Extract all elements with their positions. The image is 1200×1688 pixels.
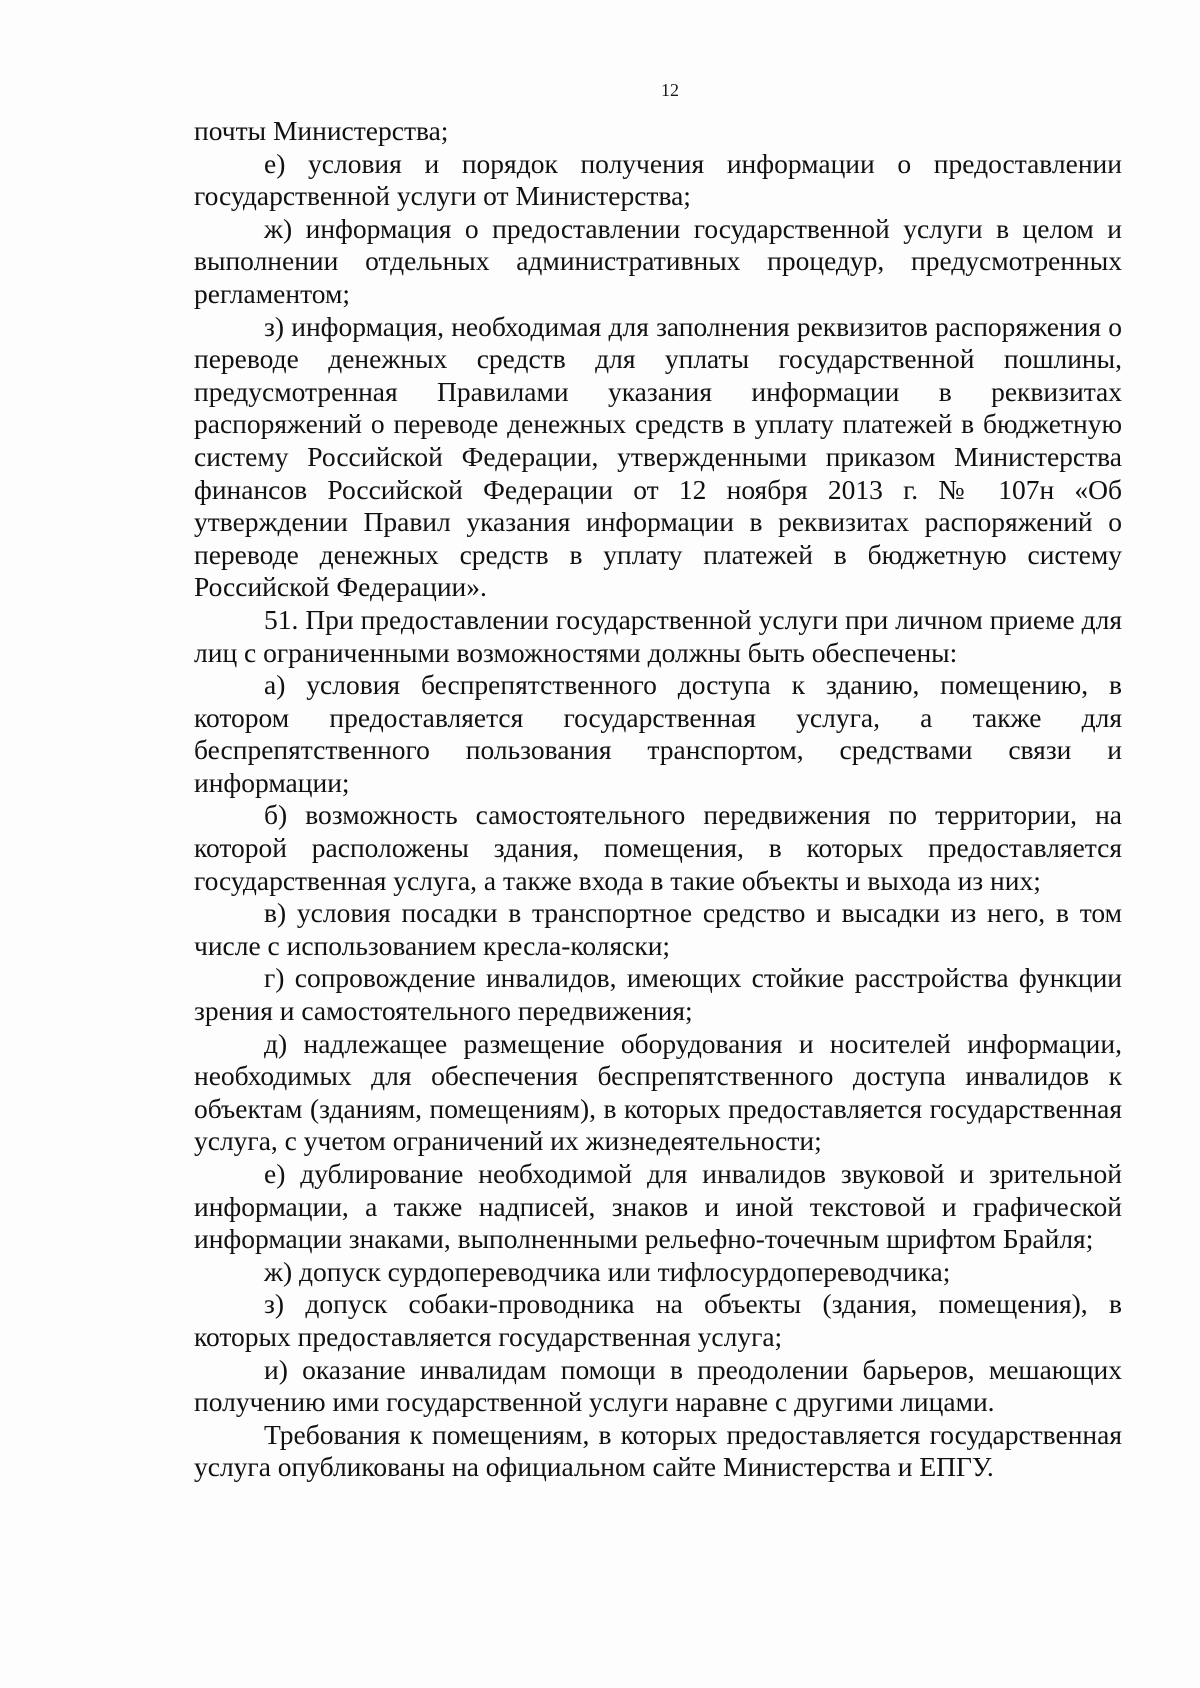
paragraph-item-a-access: а) условия беспрепятственного доступа к зданию, помещению, в котором предоставляется государственная услуга, а также для беспрепятственного пользования транспортом, средствами связи и информации; xyxy=(194,669,1122,798)
paragraph-continuation: почты Министерства; xyxy=(194,115,449,146)
paragraph-item-i-assistance: и) оказание инвалидам помощи в преодолении барьеров, мешающих получению ими государственной услуги наравне с другими лицами. xyxy=(194,1353,1122,1418)
paragraph-item-v-transport: в) условия посадки в транспортное средство и высадки из него, в том числе с использованием кресла-коляски; xyxy=(194,897,1122,961)
paragraph-item-zh-interpreter: ж) допуск сурдопереводчика или тифлосурдопереводчика; xyxy=(264,1255,951,1287)
paragraph-item-e-info-procedure: е) условия и порядок получения информации о предоставлении государственной услуги от Министерства; xyxy=(194,147,1122,212)
paragraph-premises-requirements: Требования к помещениям, в которых предоставляется государственная услуга опубликованы на официальном сайте Министерства и ЕПГУ. xyxy=(194,1418,1122,1483)
paragraph-item-e-duplication: е) дублирование необходимой для инвалидов звуковой и зрительной информации, а также надписей, знаков и иной текстовой и графической информации знаками, выполненными рельефно-точечным шрифтом Брайля; xyxy=(194,1158,1122,1255)
paragraph-item-g-escort: г) сопровождение инвалидов, имеющих стойкие расстройства функции зрения и самостоятельного передвижения; xyxy=(194,962,1122,1027)
paragraph-item-z-guide-dog: з) допуск собаки-проводника на объекты (здания, помещения), в которых предоставляется государственная услуга; xyxy=(194,1288,1122,1352)
paragraph-clause-51: 51. При предоставлении государственной услуги при личном приеме для лиц с ограниченными возможностями должны быть обеспечены: xyxy=(194,603,1122,668)
paragraph-item-zh-service-info: ж) информация о предоставлении государственной услуги в целом и выполнении отдельных административных процедур, предусмотренных регламентом; xyxy=(194,212,1122,309)
paragraph-item-b-movement: б) возможность самостоятельного передвижения по территории, на которой расположены здания, помещения, в которых предоставляется государственная услуга, а также входа в такие объекты и выхода из них; xyxy=(194,799,1122,896)
paragraph-item-z-payment-details: з) информация, необходимая для заполнения реквизитов распоряжения о переводе денежных средств для уплаты государственной пошлины, предусмотренная Правилами указания информации в реквизитах распоряжений о переводе денежных средств в уплату платежей в бюджетную систему Российской Федерации, утвержденными приказом Министерства финансов Российской Федерации от 12 ноября 2013 г. № 107н «Об утверждении Правил указания информации в реквизитах распоряжений о переводе денежных средств в уплату платежей в бюджетную систему Российской Федерации». xyxy=(194,310,1122,603)
paragraph-item-d-equipment: д) надлежащее размещение оборудования и носителей информации, необходимых для обеспечения беспрепятственного доступа инвалидов к объектам (зданиям, помещениям), в которых предоставляется государственная услуга, с учетом ограничений их жизнедеятельности; xyxy=(194,1027,1122,1157)
page-number: 12 xyxy=(661,80,679,100)
document-body xyxy=(194,115,1122,1484)
